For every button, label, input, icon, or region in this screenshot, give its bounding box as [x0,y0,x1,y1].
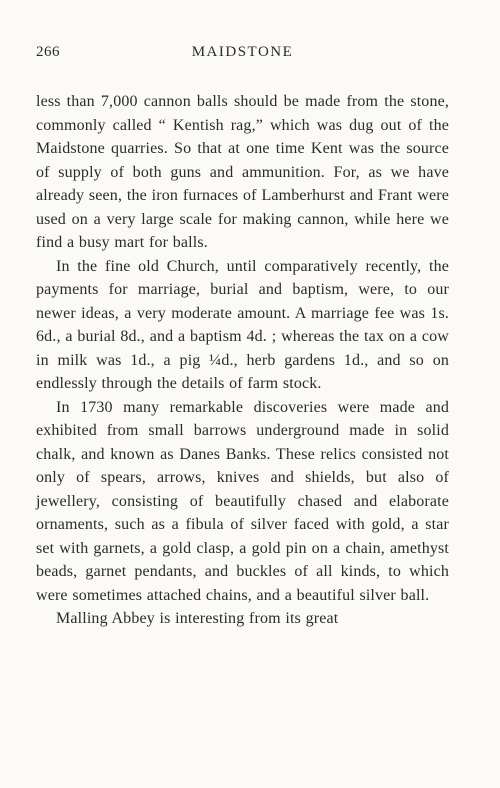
paragraph-malling-abbey: Malling Abbey is interesting from its great [56,610,339,627]
paragraph-continued: less than 7,000 cannon balls should be made from the stone, commonly called “ Kentish rag,” which was dug out of the Maidstone quarries. So that at one time Kent was the source of supply of both guns and ammunition. For, as we have already seen, the iron furnaces of Lamberhurst and Frant were used on a very large scale for making cannon, while here we find a busy mart for balls. [36,93,449,251]
paragraph-church-fees: In the fine old Church, until comparatively recently, the payments for marriage, burial and baptism, were, to our newer ideas, a very moderate amount. A marriage fee was 1s. 6d., a burial 8d., and a baptism 4d. ; whereas the tax on a cow in milk was 1d., a pig ¼d., herb gardens 1d., and so on endlessly through the details of farm stock. [36,257,449,392]
body-text [36,90,449,631]
running-head [36,44,449,68]
page-number: 266 [36,44,60,60]
running-title: MAIDSTONE [191,44,294,60]
paragraph-danes-banks: In 1730 many remarkable discoveries were made and exhibited from small barrows underground made in solid chalk, and known as Danes Banks. These relics consisted not only of spears, arrows, knives and shields, but also of jewellery, consisting of beautifully chased and elaborate ornaments, such as a fibula of silver faced with gold, a star set with garnets, a gold clasp, a gold pin on a chain, amethyst beads, garnet pendants, and buckles of all kinds, to which were sometimes attached chains, and a beautiful silver ball. [36,398,449,604]
